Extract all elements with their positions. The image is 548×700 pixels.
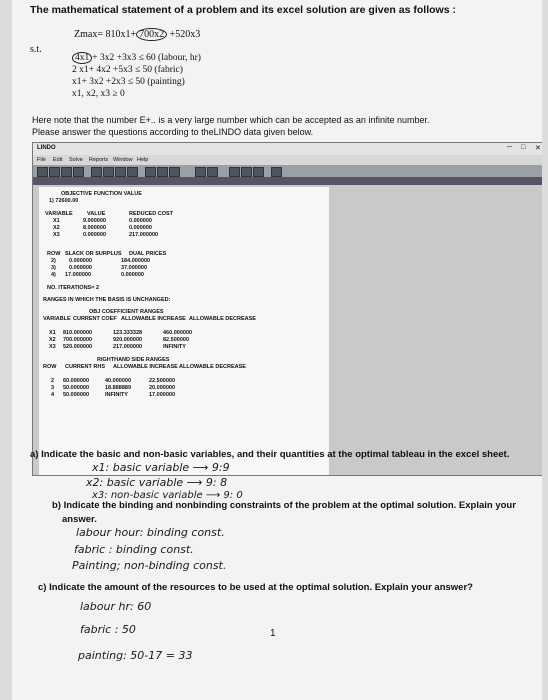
row-header-row: ROW: [47, 251, 61, 257]
options-icon[interactable]: [207, 167, 218, 177]
row-slack: 0.000000: [69, 258, 92, 264]
row-dual: 37.000000: [121, 265, 147, 271]
lindo-window: [32, 142, 542, 476]
ranges-header: RANGES IN WHICH THE BASIS IS UNCHANGED:: [43, 297, 171, 303]
menu-window[interactable]: Window: [113, 157, 133, 163]
rhs-header: RIGHTHAND SIDE RANGES: [97, 357, 170, 363]
obj-range-inc: 920.000000: [113, 337, 143, 343]
row-header-slack: SLACK OR SURPLUS: [65, 251, 122, 257]
question-a: a) Indicate the basic and non-basic variables, and their quantities at the optimal tableau in the excel sheet.: [30, 449, 510, 460]
answer-a-line-1: x1: basic variable ⟶ 9:9: [92, 461, 230, 474]
find-icon[interactable]: [145, 167, 156, 177]
intro-text: The mathematical statement of a problem and its excel solution are given as follows :: [30, 4, 456, 16]
answer-a-line-2: x2: basic variable ⟶ 9: 8: [86, 476, 228, 489]
obj-range-name: X3: [49, 344, 56, 350]
var-value: 0.000000: [83, 232, 106, 238]
objective-header: OBJECTIVE FUNCTION VALUE: [61, 191, 142, 197]
answer-a-line-3: x3: non-basic variable ⟶ 9: 0: [92, 490, 243, 501]
objective-x2-circled: 700x2: [136, 28, 167, 41]
rhs-row: 2: [51, 378, 55, 384]
rhs-current: 60.000000: [63, 378, 89, 384]
iterations: NO. ITERATIONS= 2: [47, 285, 100, 291]
objective-function: [74, 28, 200, 41]
menu-help[interactable]: Help: [137, 157, 149, 163]
menu-file[interactable]: File: [37, 157, 46, 163]
var-header-variable: VARIABLE: [45, 211, 73, 217]
print-icon[interactable]: [73, 167, 84, 177]
obj-range-inc: 123.333328: [113, 330, 143, 336]
maximize-icon[interactable]: □: [521, 144, 526, 151]
answer-b-line-1: labour hour: binding const.: [76, 526, 225, 539]
lindo-titlebar: [33, 143, 542, 155]
stray-mark: 1: [270, 628, 276, 639]
rhs-col-row: ROW: [43, 364, 57, 370]
obj-col-variable: VARIABLE: [43, 316, 71, 322]
window-tile-icon[interactable]: [229, 167, 240, 177]
subject-to-label: s.t.: [30, 44, 42, 55]
answer-c-line-2: fabric : 50: [80, 623, 136, 636]
rhs-current: 50.000000: [63, 392, 89, 398]
obj-ranges-header: OBJ COEFFICIENT RANGES: [89, 309, 164, 315]
rhs-col-decrease: ALLOWABLE DECREASE: [179, 364, 246, 370]
var-header-value: VALUE: [87, 211, 106, 217]
obj-col-decrease: ALLOWABLE DECREASE: [189, 316, 256, 322]
row-label: 2): [51, 258, 56, 264]
worksheet-page: [12, 0, 542, 700]
row-slack: 17.000000: [65, 272, 91, 278]
obj-range-coef: 520.000000: [63, 344, 93, 350]
open-file-icon[interactable]: [49, 167, 60, 177]
rhs-current: 50.000000: [63, 385, 89, 391]
window-cascade-icon[interactable]: [241, 167, 252, 177]
note-line-1: Here note that the number E+.. is a very large number which can be accepted as an infinite number.: [32, 115, 430, 125]
rhs-col-current: CURRENT RHS: [65, 364, 106, 370]
var-name: X1: [53, 218, 60, 224]
constraint-nonnegativity: x1, x2, x3 ≥ 0: [72, 89, 125, 99]
lindo-title: LINDO: [37, 145, 56, 151]
rhs-inc: INFINITY: [105, 392, 128, 398]
constraint-painting: x1+ 3x2 +2x3 ≤ 50 (painting): [72, 77, 185, 87]
lindo-toolbar: [33, 165, 542, 177]
constraint-labour: [72, 52, 201, 64]
reports-window-titlebar: [33, 177, 542, 185]
lindo-menubar: [33, 155, 542, 165]
obj-col-increase: ALLOWABLE INCREASE: [121, 316, 186, 322]
answer-c-line-1: labour hr: 60: [80, 600, 152, 613]
var-name: X3: [53, 232, 60, 238]
rhs-inc: 40.000000: [105, 378, 131, 384]
objective-label: Zmax=: [74, 29, 103, 40]
new-file-icon[interactable]: [37, 167, 48, 177]
note-line-2: Please answer the questions according to theLINDO data given below.: [32, 127, 314, 137]
question-b-line-2: answer.: [62, 514, 97, 525]
answer-c-line-3: painting: 50-17 = 33: [78, 649, 193, 662]
obj-range-dec: INFINITY: [163, 344, 186, 350]
answer-b-line-3: Painting; non-binding const.: [72, 559, 227, 572]
question-c: c) Indicate the amount of the resources to be used at the optimal solution. Explain your answer?: [38, 582, 473, 593]
obj-range-name: X2: [49, 337, 56, 343]
obj-range-inc: 217.000000: [113, 344, 143, 350]
menu-edit[interactable]: Edit: [53, 157, 63, 163]
row-slack: 0.000000: [69, 265, 92, 271]
window-close-all-icon[interactable]: [253, 167, 264, 177]
var-reduced-cost: 0.000000: [129, 225, 152, 231]
save-icon[interactable]: [61, 167, 72, 177]
rhs-col-increase: ALLOWABLE INCREASE: [113, 364, 178, 370]
solution-report: [39, 187, 329, 476]
copy-icon[interactable]: [103, 167, 114, 177]
row-dual: 184.000000: [121, 258, 151, 264]
obj-range-coef: 810.000000: [63, 330, 93, 336]
cut-icon[interactable]: [91, 167, 102, 177]
rhs-row: 4: [51, 392, 55, 398]
var-value: 8.000000: [83, 225, 106, 231]
solve-icon[interactable]: [157, 167, 168, 177]
rhs-inc: 18.888889: [105, 385, 131, 391]
undo-icon[interactable]: [127, 167, 138, 177]
row-dual: 0.000000: [121, 272, 144, 278]
close-icon[interactable]: ✕: [535, 145, 541, 152]
obj-range-coef: 700.000000: [63, 337, 93, 343]
row-header-dual: DUAL PRICES: [129, 251, 167, 257]
obj-range-dec: 460.000000: [163, 330, 193, 336]
objective-value: 1) 72600.00: [49, 198, 79, 204]
objective-x1: 810x1+: [105, 29, 137, 40]
rhs-dec: 17.000000: [149, 392, 175, 398]
rhs-row: 3: [51, 385, 55, 391]
answer-b-line-2: fabric : binding const.: [74, 543, 194, 556]
constraint-labour-rest: + 3x2 +3x3 ≤ 60 (labour, hr): [92, 53, 201, 63]
question-b-line-1: b) Indicate the binding and nonbinding constraints of the problem at the optimal solution. Explain your: [52, 500, 516, 511]
minimize-icon[interactable]: ─: [507, 144, 512, 151]
rhs-dec: 22.500000: [149, 378, 175, 384]
menu-reports[interactable]: Reports: [89, 157, 109, 163]
obj-range-dec: 82.500000: [163, 337, 189, 343]
rhs-dec: 20.000000: [149, 385, 175, 391]
var-reduced-cost: 0.000000: [129, 218, 152, 224]
row-label: 3): [51, 265, 56, 271]
constraint-fabric: 2 x1+ 4x2 +5x3 ≤ 50 (fabric): [72, 65, 183, 75]
var-header-reduced-cost: REDUCED COST: [129, 211, 174, 217]
obj-range-name: X1: [49, 330, 56, 336]
help-icon[interactable]: [271, 167, 282, 177]
paste-icon[interactable]: [115, 167, 126, 177]
obj-col-current: CURRENT COEF: [73, 316, 117, 322]
row-label: 4): [51, 272, 56, 278]
objective-rest: +520x3: [167, 29, 201, 40]
menu-solve[interactable]: Solve: [69, 157, 83, 163]
compile-icon[interactable]: [169, 167, 180, 177]
constraint-labour-var-circled: 4x1: [72, 52, 92, 64]
picture-icon[interactable]: [195, 167, 206, 177]
var-reduced-cost: 217.000000: [129, 232, 159, 238]
var-value: 9.000000: [83, 218, 106, 224]
var-name: X2: [53, 225, 60, 231]
